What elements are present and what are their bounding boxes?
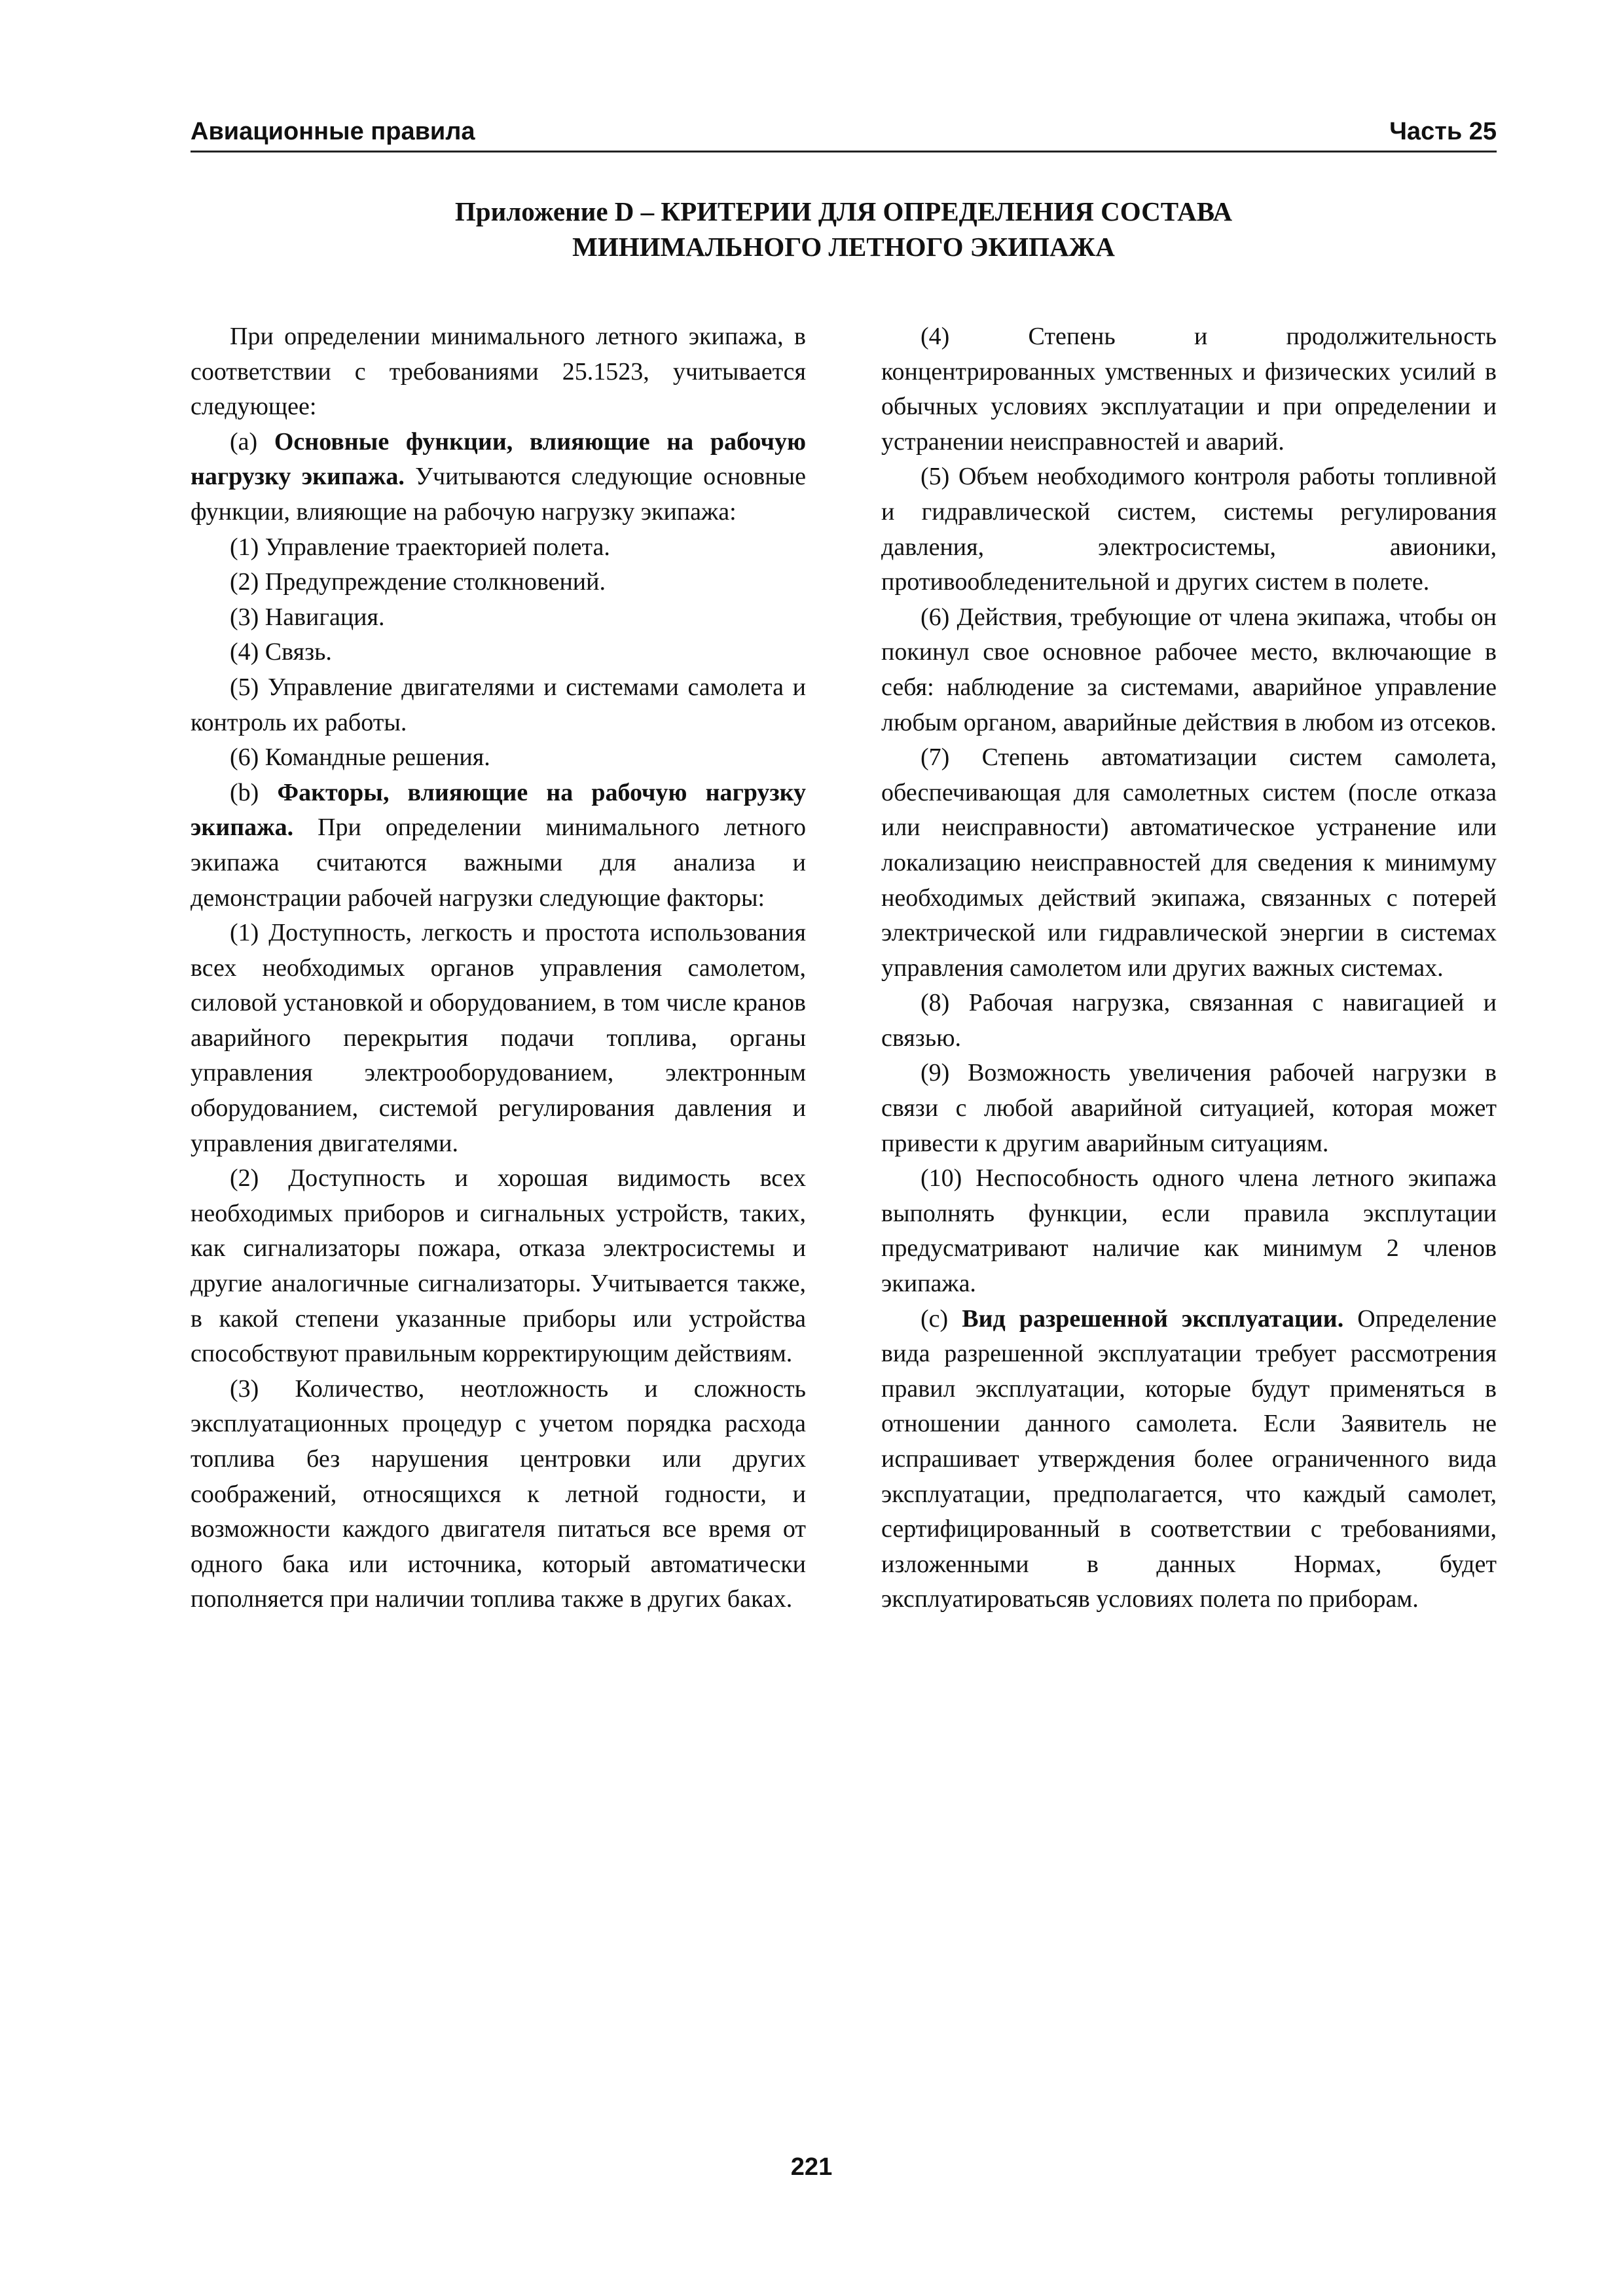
section-b-item-10: (10) Неспособность одного члена летного экипажа выполнять функции, если правила эксплутации предусматривают наличие как минимум 2 членов экипажа. bbox=[881, 1164, 1497, 1298]
header-part-number: Часть 25 bbox=[1389, 118, 1497, 145]
section-b-item-2: (2) Доступность и хорошая видимость всех необходимых приборов и сигнальных устройств, таких, как сигнализаторы пожара, отказа электросистемы и другие аналогичные сигнализаторы. Учитывается также, в какой степени указанные приборы или устройства способствуют правильным корректирующим действиям. bbox=[191, 1164, 806, 1368]
section-b-paragraph bbox=[191, 776, 806, 916]
section-c-label: (c) bbox=[921, 1304, 962, 1333]
intro-paragraph: При определении минимального летного экипажа, в соответствии с требованиями 25.1523, учитывается следующее: bbox=[191, 323, 806, 421]
section-b-text: При определении минимального летного экипажа считаются важными для анализа и демонстрации рабочей нагрузки следующие факторы: bbox=[191, 814, 806, 912]
section-a-item-1: (1) Управление траекторией полета. bbox=[230, 533, 610, 561]
section-a-item-6: (6) Командные решения. bbox=[230, 744, 490, 772]
right-column bbox=[881, 319, 1497, 1617]
section-b-item-8: (8) Рабочая нагрузка, связанная с навигацией и связью. bbox=[881, 989, 1497, 1052]
section-a-label: (a) bbox=[230, 427, 274, 456]
section-b-item-6: (6) Действия, требующие от члена экипажа, чтобы он покинул свое основное рабочее место, включающие в себя: наблюдение за системами, аварийное управление любым органом, аварийные действия в любом из отсеков. bbox=[881, 603, 1497, 736]
section-b-item-1: (1) Доступность, легкость и простота использования всех необходимых органов управления самолетом, силовой установкой и оборудованием, в том числе кранов аварийного перекрытия подачи топлива, органы управления электрооборудованием, электронным оборудованием, системой регулирования давления и управления двигателями. bbox=[191, 919, 806, 1157]
section-a-item-2: (2) Предупреждение столкновений. bbox=[230, 568, 606, 596]
section-b-item-7: (7) Степень автоматизации систем самолета, обеспечивающая для самолетных систем (после отказа или неисправности) автоматическое устранение или локализацию неисправностей для сведения к минимуму необходимых действий экипажа, связанных с потерей электрической или гидравлической энергии в системах управления самолетом или других важных системах. bbox=[881, 744, 1497, 982]
section-b-item-3: (3) Количество, неотложность и сложность эксплуатационных процедур с учетом порядка расхода топлива без нарушения центровки или других соображений, относящихся к летной годности, и возможности каждого двигателя питаться все время от одного бака или источника, который автоматически пополняется при наличии топлива также в других баках. bbox=[191, 1374, 806, 1613]
section-b-item-4: (4) Степень и продолжительность концентрированных умственных и физических усилий в обычных условиях эксплуатации и при определении и устранении неисправностей и аварий. bbox=[881, 323, 1497, 456]
section-c-heading: Вид разрешенной эксплуатации. bbox=[962, 1304, 1344, 1333]
section-a-text: Учитываются следующие основные функции, влияющие на рабочую нагрузку экипажа: bbox=[191, 463, 806, 526]
appendix-title bbox=[191, 194, 1497, 264]
section-b-item-5: (5) Объем необходимого контроля работы топливной и гидравлической систем, системы регулирования давления, электросистемы, авионики, противообледенительной и других систем в полете. bbox=[881, 463, 1497, 596]
appendix-title-line-2: МИНИМАЛЬНОГО ЛЕТНОГО ЭКИПАЖА bbox=[572, 232, 1115, 262]
header-document-title: Авиационные правила bbox=[191, 118, 475, 145]
left-column bbox=[191, 319, 806, 1617]
section-a-item-5: (5) Управление двигателями и системами самолета и контроль их работы. bbox=[191, 673, 806, 736]
page-number: 221 bbox=[790, 2153, 833, 2181]
section-a-item-4: (4) Связь. bbox=[230, 638, 332, 666]
section-b-label: (b) bbox=[230, 778, 278, 806]
section-a-heading: Основные функции, влияющие на рабочую нагрузку экипажа. bbox=[191, 427, 806, 491]
appendix-title-line-1: Приложение D – КРИТЕРИИ ДЛЯ ОПРЕДЕЛЕНИЯ СОСТАВА bbox=[454, 196, 1233, 226]
section-c-text: Определение вида разрешенной эксплуатации требует рассмотрения правил эксплуатации, которые будут применяться в отношении данного самолета. Если Заявитель не испрашивает утверждения более ограниченного вида эксплуатации, предполагается, что каждый самолет, сертифицированный в соответствии с требованиями, изложенными в данных Нормах, будет эксплуатироватьсяв условиях полета по приборам. bbox=[881, 1304, 1497, 1613]
section-a-item-3: (3) Навигация. bbox=[230, 603, 385, 631]
section-c-paragraph bbox=[881, 1302, 1497, 1617]
section-b-item-9: (9) Возможность увеличения рабочей нагрузки в связи с любой аварийной ситуацией, которая может привести к другим аварийным ситуациям. bbox=[881, 1059, 1497, 1157]
running-header bbox=[191, 113, 1497, 152]
section-a-paragraph bbox=[191, 425, 806, 530]
section-b-heading: Факторы, влияющие на рабочую нагрузку экипажа. bbox=[191, 778, 806, 842]
